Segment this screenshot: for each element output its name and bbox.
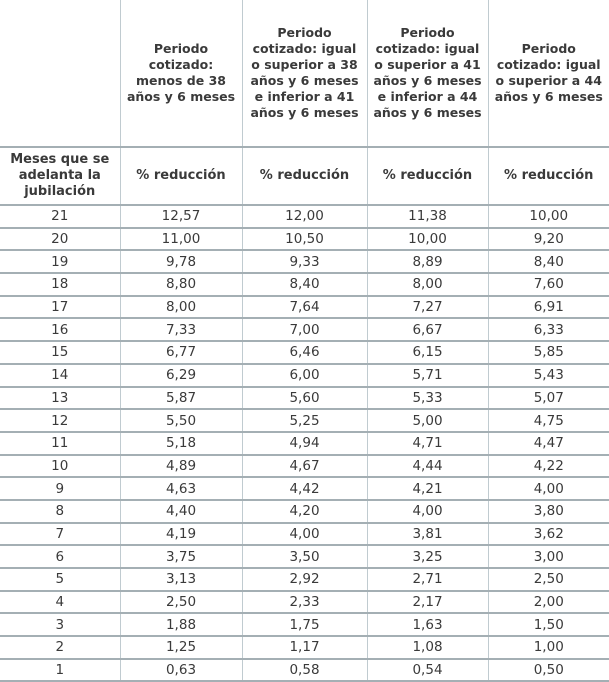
reduction-value-cell: 3,75 — [120, 545, 242, 568]
period-header-col2: Periodo cotizado: igual o superior a 38 años y 6 meses e inferior a 41 años y 6 meses — [242, 0, 367, 147]
reduction-value-cell: 1,63 — [367, 613, 488, 636]
months-cell: 8 — [0, 500, 120, 523]
table-row — [0, 318, 609, 341]
reduction-value-cell: 6,46 — [242, 341, 367, 364]
reduction-value-cell: 6,91 — [488, 296, 609, 319]
reduction-value-cell: 5,33 — [367, 387, 488, 410]
months-cell: 3 — [0, 613, 120, 636]
table-row — [0, 341, 609, 364]
months-cell: 18 — [0, 273, 120, 296]
reduction-value-cell: 3,00 — [488, 545, 609, 568]
reduction-value-cell: 8,00 — [120, 296, 242, 319]
reduction-value-cell: 7,33 — [120, 318, 242, 341]
reduction-value-cell: 5,25 — [242, 409, 367, 432]
reduction-subheader-col4: % reducción — [488, 147, 609, 205]
reduction-value-cell: 0,63 — [120, 659, 242, 682]
months-cell: 15 — [0, 341, 120, 364]
months-cell: 6 — [0, 545, 120, 568]
period-header-col3: Periodo cotizado: igual o superior a 41 años y 6 meses e inferior a 44 años y 6 meses — [367, 0, 488, 147]
reduction-value-cell: 4,44 — [367, 455, 488, 478]
subheader-row — [0, 147, 609, 205]
table-row — [0, 636, 609, 659]
table-row — [0, 477, 609, 500]
months-cell: 20 — [0, 228, 120, 251]
reduction-value-cell: 3,80 — [488, 500, 609, 523]
reduction-value-cell: 2,00 — [488, 591, 609, 614]
table-row — [0, 228, 609, 251]
reduction-value-cell: 8,40 — [242, 273, 367, 296]
months-cell: 10 — [0, 455, 120, 478]
period-header-col4: Periodo cotizado: igual o superior a 44 años y 6 meses — [488, 0, 609, 147]
reduction-value-cell: 1,50 — [488, 613, 609, 636]
reduction-value-cell: 9,78 — [120, 250, 242, 273]
table-row — [0, 455, 609, 478]
table-row — [0, 613, 609, 636]
reduction-value-cell: 4,40 — [120, 500, 242, 523]
reduction-value-cell: 2,92 — [242, 568, 367, 591]
reduction-value-cell: 2,50 — [120, 591, 242, 614]
table-row — [0, 591, 609, 614]
months-cell: 7 — [0, 523, 120, 546]
reduction-value-cell: 0,54 — [367, 659, 488, 682]
reduction-value-cell: 4,67 — [242, 455, 367, 478]
reduction-value-cell: 11,38 — [367, 205, 488, 228]
reduction-value-cell: 5,18 — [120, 432, 242, 455]
table-header — [0, 0, 609, 205]
period-header-row — [0, 0, 609, 147]
reduction-value-cell: 7,00 — [242, 318, 367, 341]
reduction-value-cell: 4,00 — [488, 477, 609, 500]
months-cell: 2 — [0, 636, 120, 659]
corner-cell — [0, 0, 120, 147]
months-cell: 14 — [0, 364, 120, 387]
reduction-value-cell: 4,75 — [488, 409, 609, 432]
months-cell: 13 — [0, 387, 120, 410]
table-row — [0, 545, 609, 568]
reduction-value-cell: 5,87 — [120, 387, 242, 410]
reduction-value-cell: 8,40 — [488, 250, 609, 273]
reduction-value-cell: 3,62 — [488, 523, 609, 546]
reduction-value-cell: 7,60 — [488, 273, 609, 296]
months-cell: 1 — [0, 659, 120, 682]
reduction-value-cell: 2,17 — [367, 591, 488, 614]
reduction-value-cell: 7,27 — [367, 296, 488, 319]
reduction-value-cell: 6,29 — [120, 364, 242, 387]
reduction-value-cell: 10,00 — [367, 228, 488, 251]
reduction-value-cell: 4,94 — [242, 432, 367, 455]
months-cell: 9 — [0, 477, 120, 500]
table-row — [0, 500, 609, 523]
reduction-value-cell: 4,20 — [242, 500, 367, 523]
reduction-value-cell: 2,33 — [242, 591, 367, 614]
reduction-value-cell: 12,00 — [242, 205, 367, 228]
reduction-value-cell: 12,57 — [120, 205, 242, 228]
reduction-value-cell: 4,22 — [488, 455, 609, 478]
reduction-subheader-col2: % reducción — [242, 147, 367, 205]
reduction-value-cell: 8,89 — [367, 250, 488, 273]
reduction-value-cell: 8,00 — [367, 273, 488, 296]
reduction-value-cell: 9,33 — [242, 250, 367, 273]
reduction-value-cell: 10,50 — [242, 228, 367, 251]
reduction-value-cell: 1,17 — [242, 636, 367, 659]
reduction-value-cell: 1,25 — [120, 636, 242, 659]
months-cell: 19 — [0, 250, 120, 273]
reduction-value-cell: 5,85 — [488, 341, 609, 364]
reduction-value-cell: 3,13 — [120, 568, 242, 591]
reduction-value-cell: 6,67 — [367, 318, 488, 341]
reduction-value-cell: 4,00 — [367, 500, 488, 523]
reduction-value-cell: 11,00 — [120, 228, 242, 251]
reduction-value-cell: 4,63 — [120, 477, 242, 500]
reduction-value-cell: 0,50 — [488, 659, 609, 682]
reduction-value-cell: 9,20 — [488, 228, 609, 251]
months-cell: 4 — [0, 591, 120, 614]
reduction-value-cell: 5,07 — [488, 387, 609, 410]
reduction-value-cell: 3,50 — [242, 545, 367, 568]
table-row — [0, 523, 609, 546]
reduction-value-cell: 0,58 — [242, 659, 367, 682]
reduction-value-cell: 5,43 — [488, 364, 609, 387]
reduction-value-cell: 4,00 — [242, 523, 367, 546]
reduction-subheader-col1: % reducción — [120, 147, 242, 205]
reduction-value-cell: 6,00 — [242, 364, 367, 387]
reduction-value-cell: 2,71 — [367, 568, 488, 591]
reduction-value-cell: 1,00 — [488, 636, 609, 659]
table-row — [0, 659, 609, 682]
table-row — [0, 273, 609, 296]
months-cell: 11 — [0, 432, 120, 455]
table-row — [0, 568, 609, 591]
table-row — [0, 364, 609, 387]
table-row — [0, 409, 609, 432]
reduction-value-cell: 2,50 — [488, 568, 609, 591]
reduction-value-cell: 4,47 — [488, 432, 609, 455]
months-cell: 16 — [0, 318, 120, 341]
months-cell: 17 — [0, 296, 120, 319]
months-cell: 12 — [0, 409, 120, 432]
reduction-value-cell: 1,08 — [367, 636, 488, 659]
table-row — [0, 250, 609, 273]
table-body — [0, 205, 609, 681]
reduction-value-cell: 1,75 — [242, 613, 367, 636]
reduction-value-cell: 6,77 — [120, 341, 242, 364]
months-cell: 5 — [0, 568, 120, 591]
reduction-value-cell: 5,50 — [120, 409, 242, 432]
reduction-value-cell: 4,21 — [367, 477, 488, 500]
table-row — [0, 432, 609, 455]
reduction-value-cell: 4,71 — [367, 432, 488, 455]
months-cell: 21 — [0, 205, 120, 228]
reduction-value-cell: 6,15 — [367, 341, 488, 364]
reduction-value-cell: 4,19 — [120, 523, 242, 546]
table-row — [0, 296, 609, 319]
reduction-value-cell: 3,25 — [367, 545, 488, 568]
reduction-value-cell: 5,60 — [242, 387, 367, 410]
reduction-value-cell: 5,00 — [367, 409, 488, 432]
reduction-value-cell: 4,42 — [242, 477, 367, 500]
table-row — [0, 205, 609, 228]
reduction-value-cell: 1,88 — [120, 613, 242, 636]
row-axis-header: Meses que se adelanta la jubilación — [0, 147, 120, 205]
reduction-value-cell: 10,00 — [488, 205, 609, 228]
table-row — [0, 387, 609, 410]
period-header-col1: Periodo cotizado: menos de 38 años y 6 meses — [120, 0, 242, 147]
reduction-value-cell: 8,80 — [120, 273, 242, 296]
reduction-value-cell: 5,71 — [367, 364, 488, 387]
reduction-subheader-col3: % reducción — [367, 147, 488, 205]
reduction-value-cell: 6,33 — [488, 318, 609, 341]
reduction-value-cell: 7,64 — [242, 296, 367, 319]
reduction-value-cell: 4,89 — [120, 455, 242, 478]
reduction-value-cell: 3,81 — [367, 523, 488, 546]
